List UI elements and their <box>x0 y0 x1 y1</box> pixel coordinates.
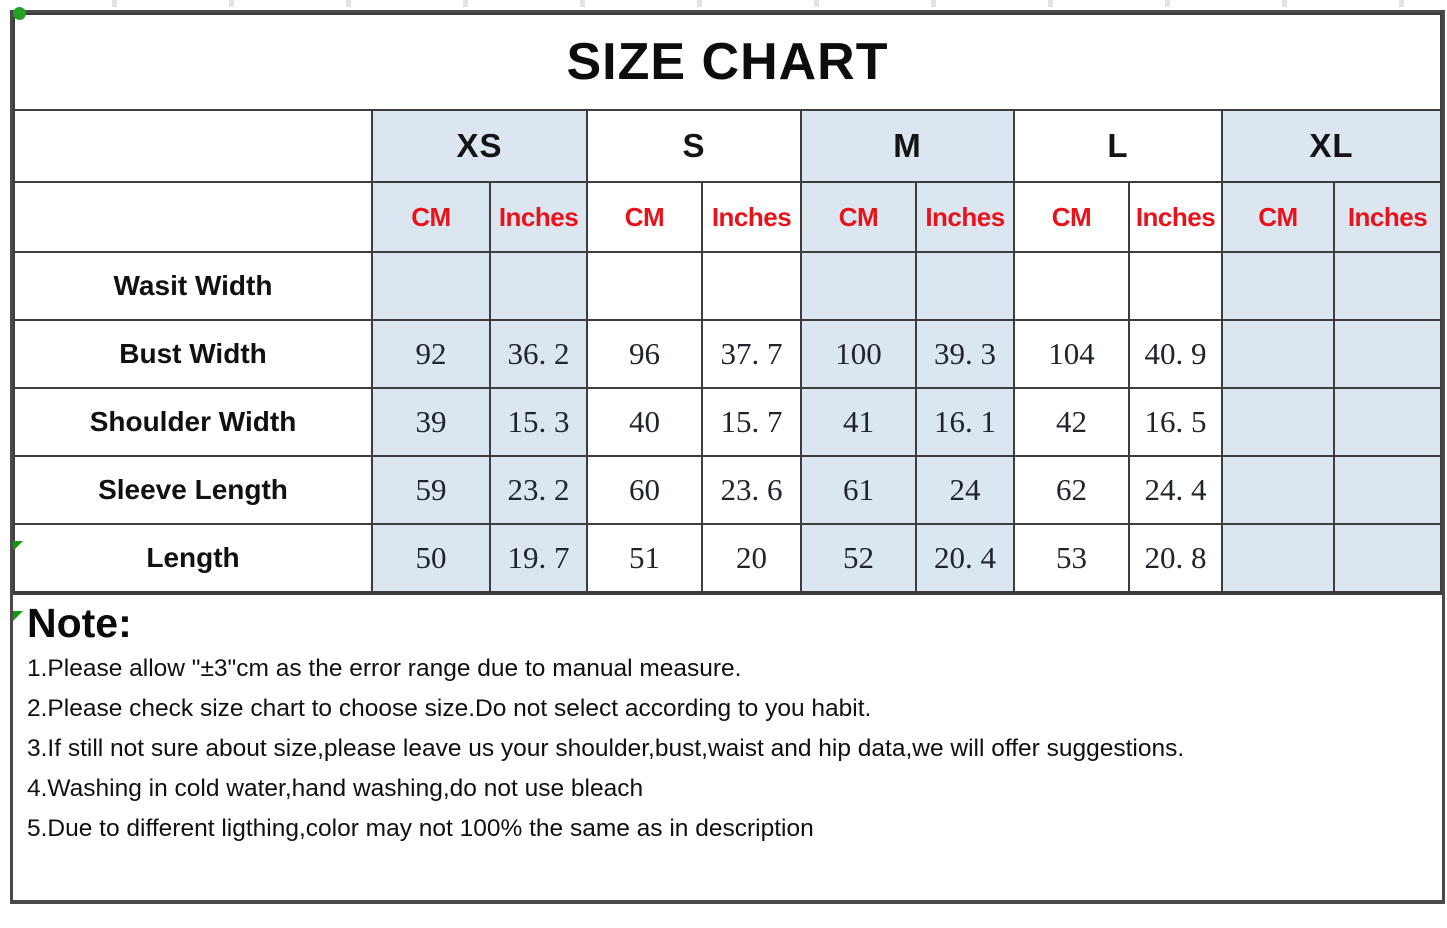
unit-xs-inches: Inches <box>490 182 587 252</box>
val-bust-m-inches: 39. 3 <box>916 320 1014 388</box>
val-length-xs-cm: 50 <box>372 524 490 592</box>
note-item-4: 4.Washing in cold water,hand washing,do not use bleach <box>27 775 644 802</box>
val-waist-xs-inches <box>490 252 587 320</box>
top-edge-artifacts <box>0 0 1447 7</box>
val-sleeve-l-cm: 62 <box>1014 456 1129 524</box>
row-label-shoulder-width: Shoulder Width <box>14 388 372 456</box>
size-header-xs: XS <box>372 110 587 182</box>
cell-error-marker-length-row <box>13 541 23 551</box>
val-sleeve-xs-cm: 59 <box>372 456 490 524</box>
val-sleeve-xl-cm <box>1222 456 1334 524</box>
val-shoulder-xs-inches: 15. 3 <box>490 388 587 456</box>
val-length-xl-inches <box>1334 524 1441 592</box>
val-shoulder-xs-cm: 39 <box>372 388 490 456</box>
val-bust-l-cm: 104 <box>1014 320 1129 388</box>
val-waist-m-inches <box>916 252 1014 320</box>
note-heading: Note: <box>27 600 132 646</box>
val-waist-l-cm <box>1014 252 1129 320</box>
val-sleeve-m-inches: 24 <box>916 456 1014 524</box>
val-length-l-cm: 53 <box>1014 524 1129 592</box>
note-item-1: 1.Please allow "±3"cm as the error range due to manual measure. <box>27 655 742 682</box>
unit-s-inches: Inches <box>702 182 801 252</box>
val-bust-s-cm: 96 <box>587 320 702 388</box>
row-label-length: Length <box>14 524 372 592</box>
unit-xs-cm: CM <box>372 182 490 252</box>
val-bust-xl-inches <box>1334 320 1441 388</box>
unit-l-inches: Inches <box>1129 182 1222 252</box>
val-length-s-cm: 51 <box>587 524 702 592</box>
row-shoulder-width <box>14 388 1441 456</box>
val-bust-xl-cm <box>1222 320 1334 388</box>
val-sleeve-l-inches: 24. 4 <box>1129 456 1222 524</box>
note-section <box>13 593 1442 900</box>
val-bust-xs-inches: 36. 2 <box>490 320 587 388</box>
val-waist-xs-cm <box>372 252 490 320</box>
unit-xl-cm: CM <box>1222 182 1334 252</box>
size-header-m: M <box>801 110 1014 182</box>
val-bust-xs-cm: 92 <box>372 320 490 388</box>
unit-l-cm: CM <box>1014 182 1129 252</box>
size-header-s: S <box>587 110 801 182</box>
val-length-xl-cm <box>1222 524 1334 592</box>
val-bust-l-inches: 40. 9 <box>1129 320 1222 388</box>
val-sleeve-s-inches: 23. 6 <box>702 456 801 524</box>
val-waist-xl-cm <box>1222 252 1334 320</box>
note-item-5: 5.Due to different ligthing,color may not 100% the same as in description <box>27 815 814 842</box>
val-length-s-inches: 20 <box>702 524 801 592</box>
val-waist-l-inches <box>1129 252 1222 320</box>
val-sleeve-xl-inches <box>1334 456 1441 524</box>
corner-cell-sizes <box>14 110 372 182</box>
unit-header-row <box>14 182 1441 252</box>
val-shoulder-s-cm: 40 <box>587 388 702 456</box>
val-shoulder-l-cm: 42 <box>1014 388 1129 456</box>
title-row <box>14 14 1441 110</box>
val-shoulder-m-cm: 41 <box>801 388 916 456</box>
val-bust-m-cm: 100 <box>801 320 916 388</box>
row-bust-width <box>14 320 1441 388</box>
val-length-l-inches: 20. 8 <box>1129 524 1222 592</box>
unit-m-inches: Inches <box>916 182 1014 252</box>
note-item-2: 2.Please check size chart to choose size.Do not select according to you habit. <box>27 695 872 722</box>
val-shoulder-xl-cm <box>1222 388 1334 456</box>
val-sleeve-xs-inches: 23. 2 <box>490 456 587 524</box>
unit-s-cm: CM <box>587 182 702 252</box>
unit-xl-inches: Inches <box>1334 182 1441 252</box>
val-shoulder-l-inches: 16. 5 <box>1129 388 1222 456</box>
row-length <box>14 524 1441 592</box>
val-waist-m-cm <box>801 252 916 320</box>
row-label-waist-width: Wasit Width <box>14 252 372 320</box>
row-waist-width <box>14 252 1441 320</box>
val-length-m-cm: 52 <box>801 524 916 592</box>
val-shoulder-xl-inches <box>1334 388 1441 456</box>
val-length-xs-inches: 19. 7 <box>490 524 587 592</box>
size-header-row <box>14 110 1441 182</box>
corner-cell-units <box>14 182 372 252</box>
val-waist-s-inches <box>702 252 801 320</box>
size-chart-table <box>13 13 1442 593</box>
page-title: SIZE CHART <box>14 14 1441 110</box>
spreadsheet-corner-marker <box>13 7 26 20</box>
cell-error-marker-note <box>13 611 23 621</box>
row-label-bust-width: Bust Width <box>14 320 372 388</box>
val-sleeve-m-cm: 61 <box>801 456 916 524</box>
row-label-sleeve-length: Sleeve Length <box>14 456 372 524</box>
val-shoulder-m-inches: 16. 1 <box>916 388 1014 456</box>
val-waist-xl-inches <box>1334 252 1441 320</box>
note-item-3: 3.If still not sure about size,please leave us your shoulder,bust,waist and hip data,we will offer suggestions. <box>27 735 1185 762</box>
unit-m-cm: CM <box>801 182 916 252</box>
size-chart-sheet <box>10 10 1445 904</box>
size-header-l: L <box>1014 110 1222 182</box>
val-length-m-inches: 20. 4 <box>916 524 1014 592</box>
val-sleeve-s-cm: 60 <box>587 456 702 524</box>
val-bust-s-inches: 37. 7 <box>702 320 801 388</box>
row-sleeve-length <box>14 456 1441 524</box>
val-waist-s-cm <box>587 252 702 320</box>
size-header-xl: XL <box>1222 110 1441 182</box>
val-shoulder-s-inches: 15. 7 <box>702 388 801 456</box>
